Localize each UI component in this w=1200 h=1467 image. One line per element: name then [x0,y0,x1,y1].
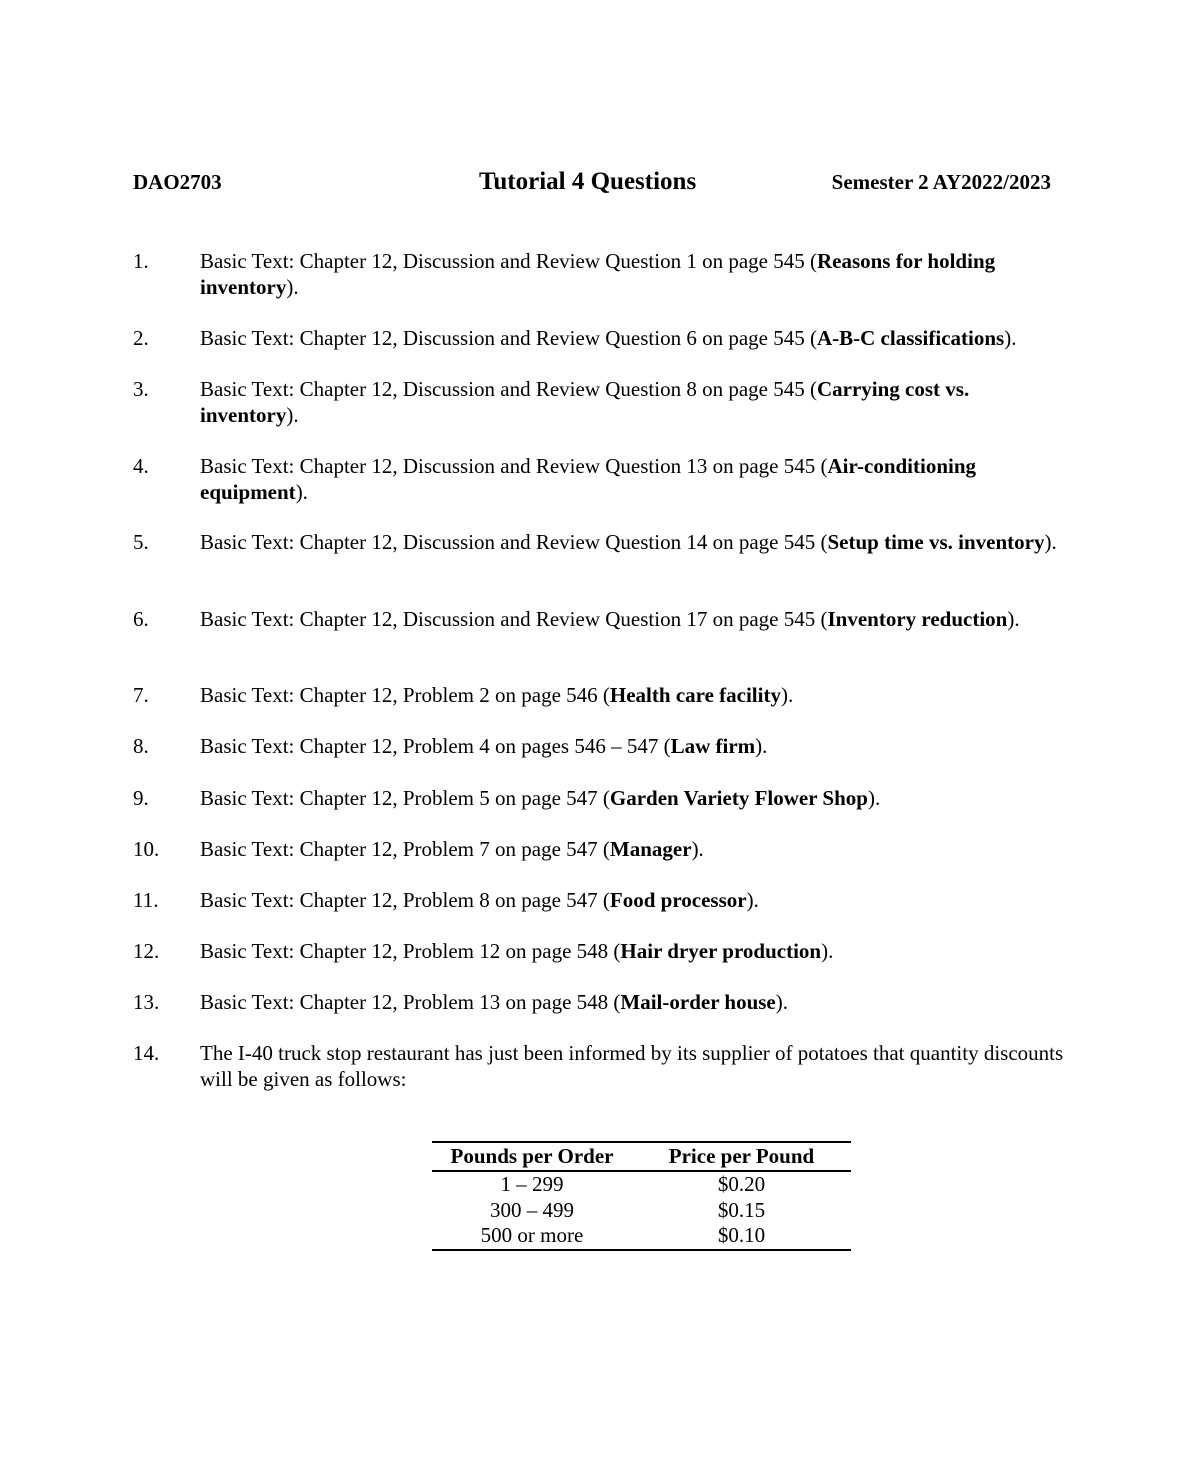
question-text: Basic Text: Chapter 12, Problem 12 on page 548 (Hair dryer production). [200,939,834,963]
course-code: DAO2703 [133,170,222,194]
question-number: 14. [133,1041,160,1065]
question-number: 3. [133,377,149,401]
question-text: Basic Text: Chapter 12, Problem 8 on page 547 (Food processor). [200,888,759,912]
question-number: 1. [133,249,149,273]
question-text: Basic Text: Chapter 12, Problem 2 on page 546 (Health care facility). [200,683,794,707]
question-text: Basic Text: Chapter 12, Discussion and Review Question 14 on page 545 (Setup time vs. inventory). [200,530,1057,554]
question-number: 8. [133,734,149,758]
column-header-price: Price per Pound [632,1142,851,1171]
question-text: Basic Text: Chapter 12, Problem 13 on page 548 (Mail-order house). [200,990,789,1014]
question-topic: Reasons for holding inventory [200,249,996,299]
question-topic: Hair dryer production [620,939,822,963]
question-text: Basic Text: Chapter 12, Discussion and Review Question 1 on page 545 (Reasons for holding inventory). [200,249,996,299]
question-topic: Law firm [670,734,756,758]
question-number: 6. [133,607,149,631]
question-number: 9. [133,786,149,810]
question-topic: Inventory reduction [827,607,1008,631]
question-text: Basic Text: Chapter 12, Discussion and Review Question 17 on page 545 (Inventory reduction). [200,607,1020,631]
table-row [432,1223,851,1250]
question-number: 2. [133,326,149,350]
question-topic: Health care facility [609,683,781,707]
question-topic: A-B-C classifications [816,326,1005,350]
table-row [432,1171,851,1198]
table-row [432,1198,851,1224]
question-number: 5. [133,530,149,554]
table-header-row [432,1142,851,1171]
question-number: 7. [133,683,149,707]
pounds-cell: 300 – 499 [490,1197,574,1222]
question-text: Basic Text: Chapter 12, Discussion and Review Question 6 on page 545 (A-B-C classifications). [200,326,1017,350]
question-text: Basic Text: Chapter 12, Problem 7 on page 547 (Manager). [200,837,704,861]
question-topic: Garden Variety Flower Shop [609,786,868,810]
question-number: 10. [133,837,160,861]
question-topic: Mail-order house [620,990,776,1014]
question-number: 13. [133,990,160,1014]
price-cell: $0.10 [632,1223,851,1250]
question-text: The I-40 truck stop restaurant has just been informed by its supplier of potatoes that quantity discounts will be given as follows: [200,1041,1064,1091]
question-topic: Carrying cost vs. inventory [200,377,970,427]
page-title: Tutorial 4 Questions [479,168,697,195]
discount-table [432,1141,851,1251]
question-topic: Manager [609,837,692,861]
pounds-cell: 500 or more [432,1223,632,1250]
question-number: 11. [133,888,159,912]
question-topic: Air-conditioning equipment [200,454,977,504]
price-cell: $0.20 [717,1172,766,1197]
question-text: Basic Text: Chapter 12, Discussion and Review Question 8 on page 545 (Carrying cost vs. inventory). [200,377,970,427]
question-number: 4. [133,454,149,478]
page-header [133,168,1051,200]
column-header-pounds: Pounds per Order [432,1142,632,1171]
question-topic: Food processor [609,888,747,912]
question-text: Basic Text: Chapter 12, Discussion and Review Question 13 on page 545 (Air-conditioning equipment). [200,454,977,504]
question-text: Basic Text: Chapter 12, Problem 5 on page 547 (Garden Variety Flower Shop). [200,786,881,810]
pounds-cell: 1 – 299 [500,1172,564,1197]
price-cell: $0.15 [717,1197,766,1222]
question-number: 12. [133,939,160,963]
semester-label: Semester 2 AY2022/2023 [831,170,1051,194]
question-text: Basic Text: Chapter 12, Problem 4 on pages 546 – 547 (Law firm). [200,734,768,758]
question-topic: Setup time vs. inventory [827,530,1045,554]
